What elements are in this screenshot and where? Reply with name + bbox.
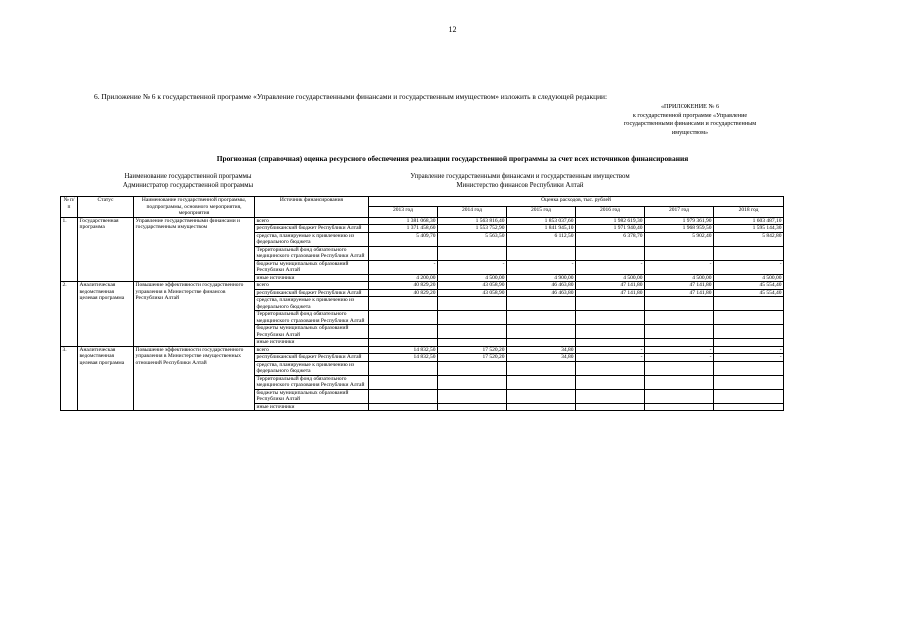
value-cell (576, 361, 645, 375)
group-name: Повышение эффективности государственного управления в Министерстве финансов Республики Алтай (134, 282, 255, 347)
header-year: 2018 год (714, 207, 784, 217)
value-cell: 1 853 037,60 (507, 217, 576, 225)
value-cell: - (576, 260, 645, 274)
source-label: всего (255, 346, 369, 354)
value-cell (714, 339, 784, 347)
value-cell (645, 339, 714, 347)
value-cell (507, 297, 576, 311)
source-label: республиканский бюджет Республики Алтай (255, 354, 369, 362)
value-cell: 46 463,80 (507, 282, 576, 290)
value-cell: 4 500,00 (714, 274, 784, 282)
value-cell (438, 246, 507, 260)
value-cell (369, 403, 438, 411)
source-label: республиканский бюджет Республики Алтай (255, 225, 369, 233)
table-row (61, 346, 784, 354)
admin-value: Министерство финансов Республики Алтай (456, 181, 584, 189)
group-name: Повышение эффективности государственного управления в Министерстве имущественных отношений Республики Алтай (134, 346, 255, 411)
value-cell: 1 968 959,50 (645, 225, 714, 233)
value-cell (507, 389, 576, 403)
document-heading: Прогнозная (справочная) оценка ресурсного обеспечения реализации государственной программы за счет всех источников финансирования (216, 154, 689, 163)
value-cell (438, 403, 507, 411)
value-cell: 47 141,80 (645, 289, 714, 297)
value-cell (645, 361, 714, 375)
value-cell (714, 297, 784, 311)
source-label: республиканский бюджет Республики Алтай (255, 289, 369, 297)
value-cell (645, 246, 714, 260)
value-cell: 45 554,40 (714, 282, 784, 290)
value-cell (507, 311, 576, 325)
value-cell: 40 829,20 (369, 289, 438, 297)
value-cell: 1 563 816,40 (438, 217, 507, 225)
value-cell (714, 403, 784, 411)
value-cell: 4 900,00 (507, 274, 576, 282)
value-cell: 1 982 619,30 (576, 217, 645, 225)
value-cell (576, 311, 645, 325)
group-status: Аналитическая ведомственная целевая программа (78, 346, 134, 411)
source-label: средства, планируемые к привлечению из федерального бюджета (255, 297, 369, 311)
value-cell: 6 378,70 (576, 232, 645, 246)
value-cell: - (438, 260, 507, 274)
source-label: бюджеты муниципальных образований Республики Алтай (255, 325, 369, 339)
value-cell (507, 375, 576, 389)
value-cell (645, 325, 714, 339)
value-cell (369, 325, 438, 339)
value-cell: 34,80 (507, 346, 576, 354)
value-cell: 6 112,50 (507, 232, 576, 246)
value-cell (438, 311, 507, 325)
value-cell (576, 403, 645, 411)
value-cell (438, 339, 507, 347)
value-cell: 1 841 945,10 (507, 225, 576, 233)
value-cell: 5 902,40 (645, 232, 714, 246)
value-cell (507, 325, 576, 339)
value-cell (645, 297, 714, 311)
source-label: иные источники (255, 403, 369, 411)
source-label: всего (255, 217, 369, 225)
value-cell (507, 403, 576, 411)
value-cell: 5 563,50 (438, 232, 507, 246)
value-cell (645, 389, 714, 403)
value-cell (576, 246, 645, 260)
value-cell (645, 375, 714, 389)
value-cell: 47 141,80 (645, 282, 714, 290)
header-estimate: Оценка расходов, тыс. рублей (369, 197, 784, 207)
appendix-line: государственными финансами и государственным (623, 120, 757, 128)
value-cell: - (714, 354, 784, 362)
source-label: иные источники (255, 274, 369, 282)
value-cell (438, 389, 507, 403)
header-source: Источник финансирования (255, 197, 369, 218)
value-cell: 40 829,20 (369, 282, 438, 290)
group-num: 1. (61, 217, 78, 282)
value-cell: 47 141,80 (576, 289, 645, 297)
value-cell: - (645, 354, 714, 362)
value-cell (507, 361, 576, 375)
source-label: средства, планируемые к привлечению из федерального бюджета (255, 232, 369, 246)
value-cell (438, 297, 507, 311)
appendix-line: имуществом» (671, 128, 709, 136)
table-body (61, 217, 784, 411)
program-value: Управление государственными финансами и государственным имуществом (410, 173, 630, 180)
group-num: 3. (61, 346, 78, 411)
source-label: Территориальный фонд обязательного медицинского страхования Республики Алтай (255, 375, 369, 389)
header-year: 2013 год (369, 207, 438, 217)
header-name: Наименование государственной программы, подпрограммы, основного мероприятия, мероприятия (134, 197, 255, 218)
value-cell: 47 141,80 (576, 282, 645, 290)
appendix-title: «ПРИЛОЖЕНИЕ № 6 (660, 103, 720, 110)
value-cell (576, 389, 645, 403)
meta-values (380, 173, 660, 190)
value-cell: - (714, 260, 784, 274)
value-cell: 1 979 361,90 (645, 217, 714, 225)
value-cell: 45 554,40 (714, 289, 784, 297)
value-cell: 5 409,70 (369, 232, 438, 246)
value-cell: 1 371 458,60 (369, 225, 438, 233)
value-cell (714, 325, 784, 339)
value-cell (369, 339, 438, 347)
source-label: иные источники (255, 339, 369, 347)
value-cell (576, 297, 645, 311)
value-cell: - (369, 260, 438, 274)
value-cell: 46 463,80 (507, 289, 576, 297)
table-row (61, 282, 784, 290)
value-cell: 34,80 (507, 354, 576, 362)
value-cell (438, 325, 507, 339)
value-cell (645, 403, 714, 411)
meta-labels (88, 173, 288, 190)
source-label: Территориальный фонд обязательного медицинского страхования Республики Алтай (255, 246, 369, 260)
source-label: бюджеты муниципальных образований Республики Алтай (255, 389, 369, 403)
value-cell: 1 971 940,40 (576, 225, 645, 233)
value-cell: 5 842,80 (714, 232, 784, 246)
value-cell: - (645, 260, 714, 274)
value-cell (576, 339, 645, 347)
value-cell (369, 297, 438, 311)
value-cell (576, 375, 645, 389)
source-label: всего (255, 282, 369, 290)
header-status: Статус (78, 197, 134, 218)
value-cell (645, 311, 714, 325)
header-year: 2014 год (438, 207, 507, 217)
appendix-line: к государственной программе «Управление (632, 111, 748, 119)
value-cell: 14 832,50 (369, 346, 438, 354)
value-cell (369, 361, 438, 375)
value-cell: 43 058,90 (438, 289, 507, 297)
value-cell: 4 200,00 (369, 274, 438, 282)
value-cell (714, 246, 784, 260)
program-label: Наименование государственной программы (124, 173, 252, 180)
source-label: Территориальный фонд обязательного медицинского страхования Республики Алтай (255, 311, 369, 325)
value-cell: 14 832,50 (369, 354, 438, 362)
value-cell: - (576, 346, 645, 354)
header-num: № п/п (61, 197, 78, 218)
value-cell: 4 500,00 (438, 274, 507, 282)
group-name: Управление государственными финансами и государственным имуществом (134, 217, 255, 282)
value-cell: 17 520,20 (438, 346, 507, 354)
group-status: Государственная программа (78, 217, 134, 282)
value-cell: - (714, 346, 784, 354)
header-year: 2016 год (576, 207, 645, 217)
value-cell (369, 389, 438, 403)
value-cell (369, 311, 438, 325)
value-cell (438, 375, 507, 389)
value-cell: - (576, 354, 645, 362)
value-cell (507, 246, 576, 260)
value-cell: 4 500,00 (576, 274, 645, 282)
value-cell (369, 246, 438, 260)
group-num: 2. (61, 282, 78, 347)
value-cell (369, 375, 438, 389)
value-cell (576, 325, 645, 339)
value-cell (714, 311, 784, 325)
header-year: 2017 год (645, 207, 714, 217)
value-cell: 1 381 068,30 (369, 217, 438, 225)
value-cell: 1 553 752,90 (438, 225, 507, 233)
table-row (61, 217, 784, 225)
value-cell (714, 389, 784, 403)
value-cell (714, 361, 784, 375)
group-status: Аналитическая ведомственная целевая программа (78, 282, 134, 347)
header-year: 2015 год (507, 207, 576, 217)
value-cell: 17 520,20 (438, 354, 507, 362)
source-label: средства, планируемые к привлечению из федерального бюджета (255, 361, 369, 375)
admin-label: Администратор государственной программы (122, 181, 254, 189)
source-label: бюджеты муниципальных образований Республики Алтай (255, 260, 369, 274)
appendix-block (560, 103, 820, 137)
value-cell: - (645, 346, 714, 354)
value-cell (507, 339, 576, 347)
value-cell (438, 361, 507, 375)
value-cell: - (507, 260, 576, 274)
value-cell: 43 058,90 (438, 282, 507, 290)
value-cell: 1 603 487,10 (714, 217, 784, 225)
page-number: 12 (448, 25, 457, 34)
value-cell: 4 500,00 (645, 274, 714, 282)
value-cell: 1 595 144,30 (714, 225, 784, 233)
resource-table (60, 196, 784, 411)
intro-text: 6. Приложение № 6 к государственной программе «Управление государственными финансами и государственным имуществом» изложить в следующей редакции: (94, 92, 608, 101)
value-cell (714, 375, 784, 389)
